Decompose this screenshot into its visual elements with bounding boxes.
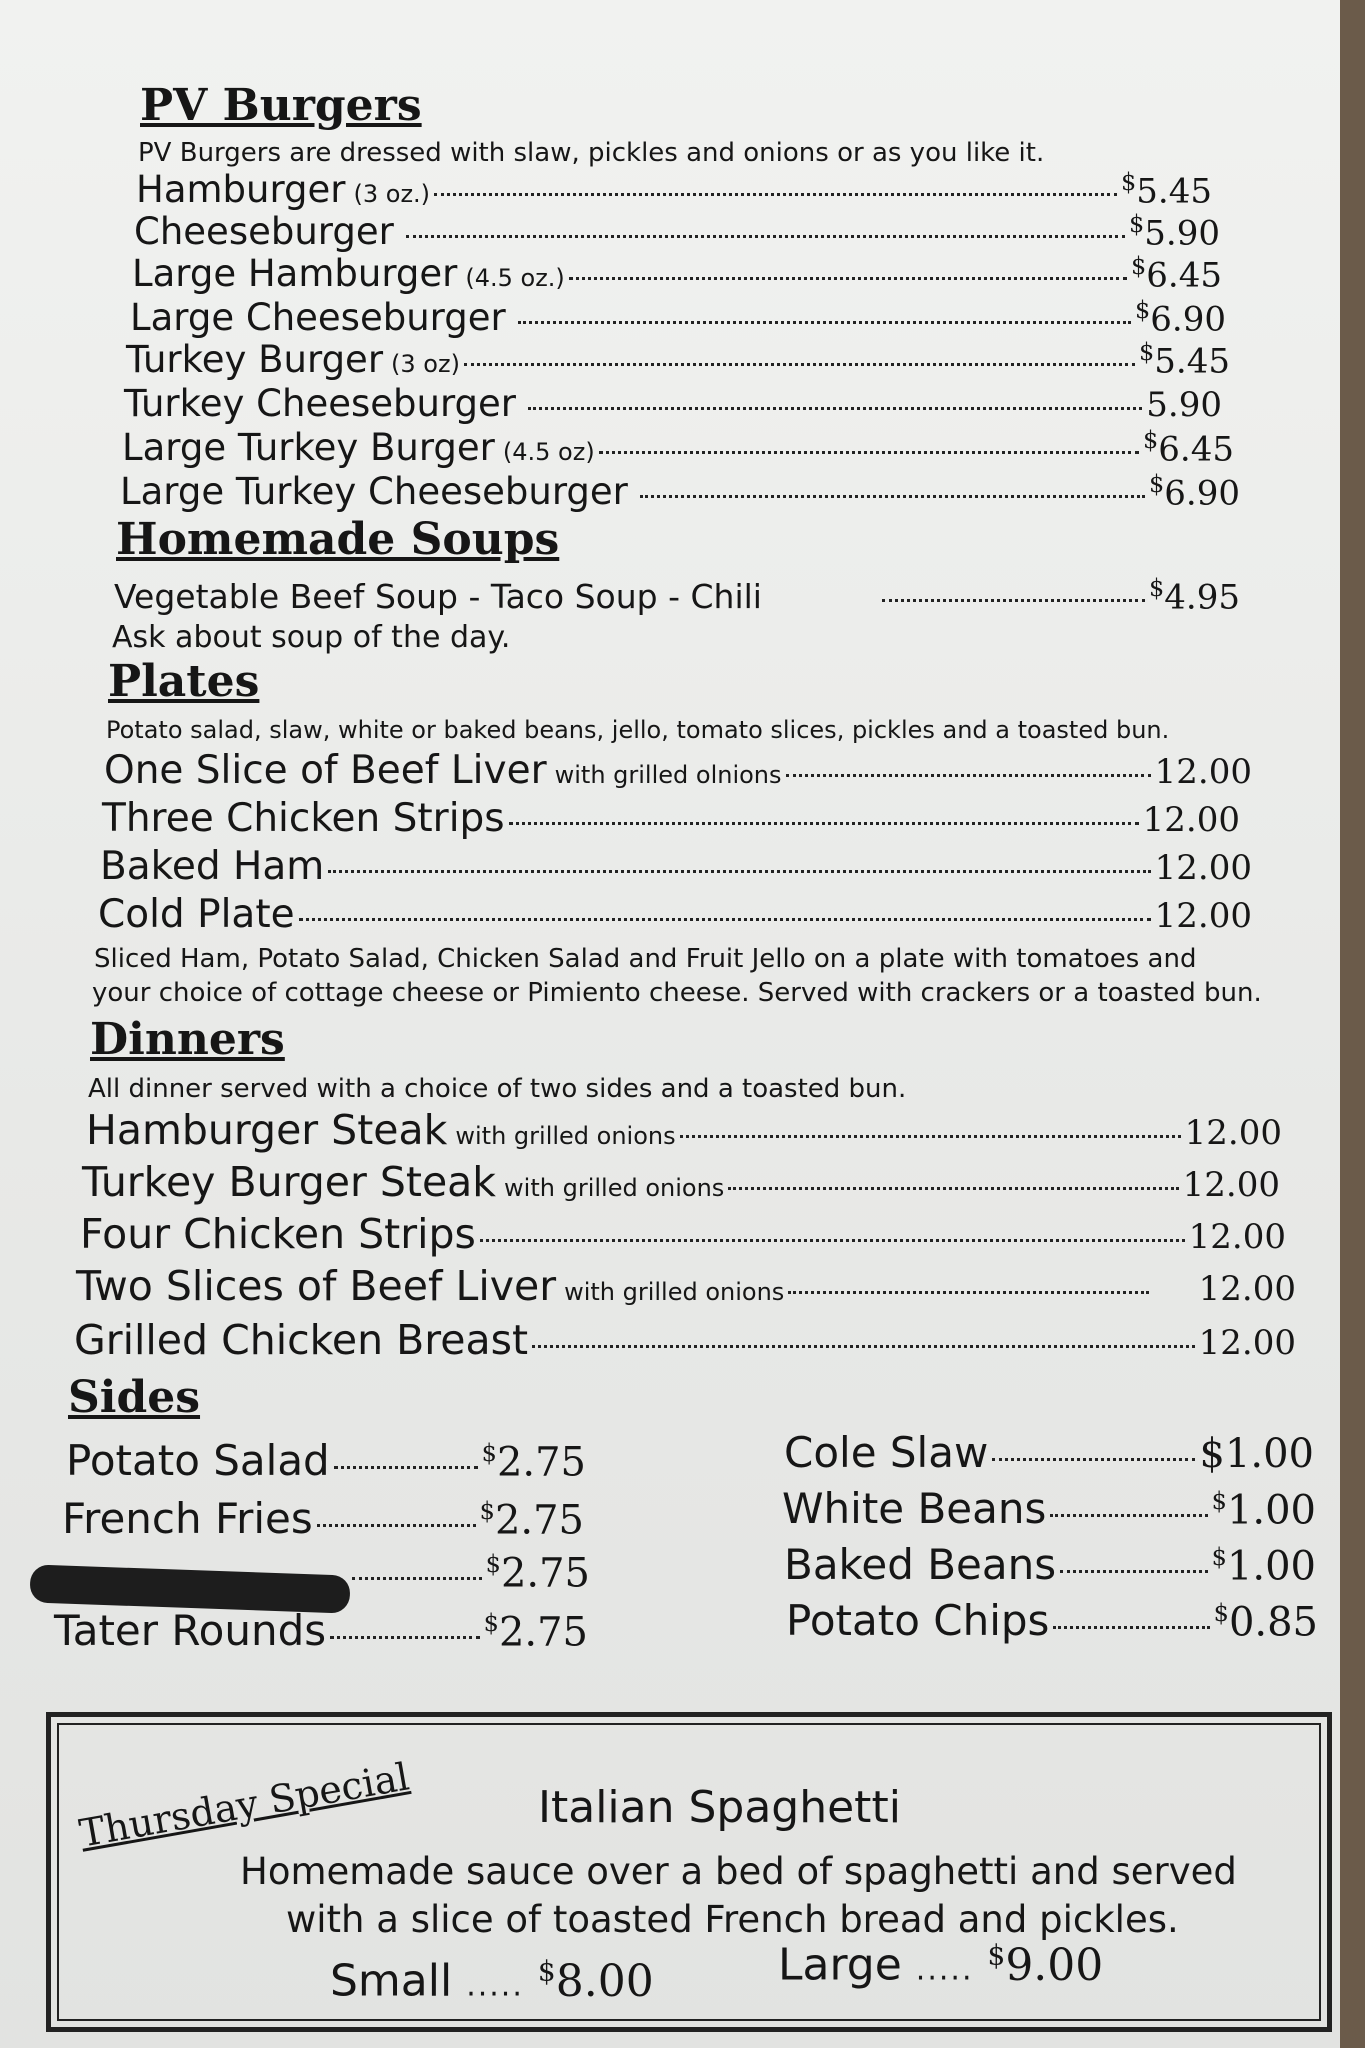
menu-item: Hamburger (3 oz.) $5.45 (136, 168, 1212, 212)
side-item: Tater Rounds $2.75 (54, 1606, 588, 1655)
side-item: Cole Slaw $1.00 (784, 1428, 1314, 1477)
special-label: Thursday Special (76, 1754, 413, 1856)
menu-item: Large Hamburger (4.5 oz.) $6.45 (132, 252, 1222, 296)
burgers-description: PV Burgers are dressed with slaw, pickles and onions or as you like it. (138, 138, 1045, 168)
menu-item: Hamburger Steak with grilled onions 12.00 (86, 1106, 1282, 1154)
soup-of-day-note: Ask about soup of the day. (112, 620, 511, 655)
menu-item: One Slice of Beef Liver with grilled olnions 12.00 (104, 748, 1252, 793)
burgers-title: PV Burgers (140, 80, 422, 131)
special-small-price: Small ..... $8.00 (330, 1954, 654, 2007)
side-item: Potato Salad $2.75 (66, 1436, 586, 1485)
menu-item: Two Slices of Beef Liver with grilled onions 12.00 (76, 1262, 1296, 1310)
menu-item: Grilled Chicken Breast 12.00 (74, 1316, 1296, 1364)
menu-item: Large Turkey Burger (4.5 oz) $6.45 (122, 426, 1234, 470)
soups-title: Homemade Soups (116, 514, 560, 565)
menu-item: Three Chicken Strips 12.00 (102, 796, 1240, 841)
menu-item: Turkey Burger Steak with grilled onions 12.00 (82, 1158, 1280, 1206)
menu-item: Large Turkey Cheeseburger $6.90 (120, 470, 1240, 514)
cold-plate-description: your choice of cottage cheese or Pimiento cheese. Served with crackers or a toasted bun. (92, 978, 1262, 1008)
special-description: with a slice of toasted French bread and pickles. (286, 1898, 1179, 1941)
side-item: White Beans $1.00 (782, 1484, 1316, 1533)
plates-title: Plates (108, 656, 260, 707)
menu-item: Turkey Burger (3 oz) $5.45 (126, 338, 1230, 382)
side-item-redacted: $2.75 (58, 1550, 590, 1596)
special-large-price: Large ..... $9.00 (778, 1938, 1104, 1991)
cold-plate-description: Sliced Ham, Potato Salad, Chicken Salad and Fruit Jello on a plate with tomatoes and (94, 944, 1197, 974)
special-title: Italian Spaghetti (538, 1782, 901, 1833)
side-item: French Fries $2.75 (62, 1494, 584, 1543)
side-item: Potato Chips $0.85 (786, 1596, 1318, 1645)
menu-item: Baked Ham 12.00 (100, 844, 1252, 889)
menu-item: Large Cheeseburger $6.90 (130, 296, 1226, 340)
special-description: Homemade sauce over a bed of spaghetti and served (240, 1850, 1237, 1893)
menu-item: Turkey Cheeseburger 5.90 (124, 382, 1222, 425)
dinners-title: Dinners (90, 1014, 285, 1065)
menu-item: Four Chicken Strips 12.00 (80, 1210, 1286, 1258)
sides-title: Sides (68, 1372, 201, 1423)
menu-item: Cold Plate 12.00 (98, 892, 1252, 937)
plates-description: Potato salad, slaw, white or baked beans, jello, tomato slices, pickles and a toasted bun. (106, 716, 1170, 744)
menu-item: Cheeseburger $5.90 (134, 210, 1220, 254)
side-item: Baked Beans $1.00 (784, 1540, 1316, 1589)
dinners-description: All dinner served with a choice of two sides and a toasted bun. (88, 1074, 907, 1104)
menu-item: Vegetable Beef Soup - Taco Soup - Chili $4.95 (114, 574, 1240, 618)
table-edge (1340, 0, 1365, 2048)
